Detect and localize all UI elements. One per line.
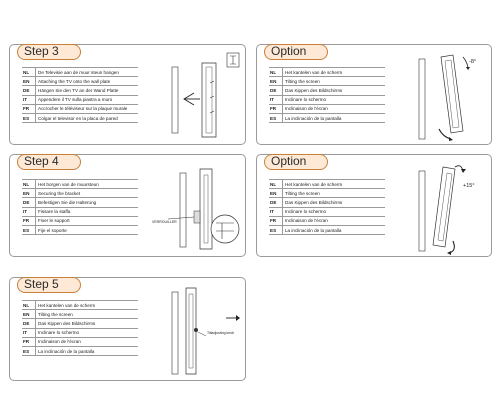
option-1-language-table xyxy=(269,67,385,123)
instruction-text: Appendere il TV sulla piastra a muro xyxy=(36,95,139,104)
language-code: ES xyxy=(22,346,36,355)
language-row xyxy=(22,77,138,86)
instruction-text: La inclinación de la pantalla xyxy=(283,113,386,122)
language-code: NL xyxy=(22,68,36,77)
option-2-illustration xyxy=(405,161,491,255)
instruction-text: Tilting the screen xyxy=(36,310,139,319)
instruction-text: De Televisie aan de muur steun hangen xyxy=(36,68,139,77)
instruction-text: Inclinare lo schermo xyxy=(283,95,386,104)
language-row xyxy=(269,113,385,122)
language-code: NL xyxy=(22,301,36,310)
language-code: DE xyxy=(22,319,36,328)
language-row xyxy=(22,301,138,310)
language-code: EN xyxy=(269,77,283,86)
language-row xyxy=(269,207,385,216)
instruction-text: Das Kippen des Bildschirms xyxy=(283,86,386,95)
language-row xyxy=(22,113,138,122)
instruction-text: Tilting the screen xyxy=(283,189,386,198)
language-code: NL xyxy=(269,68,283,77)
detail-circle xyxy=(211,215,239,243)
language-code: FR xyxy=(269,104,283,113)
step-3-illustration xyxy=(160,53,245,143)
language-row xyxy=(22,104,138,113)
instruction-text: Fije el soporte xyxy=(36,225,139,234)
language-row xyxy=(22,207,138,216)
language-code: ES xyxy=(269,113,283,122)
language-row xyxy=(22,95,138,104)
instruction-text: Fixer le support xyxy=(36,216,139,225)
language-code: EN xyxy=(269,189,283,198)
step-5-language-table xyxy=(22,300,138,356)
language-code: FR xyxy=(269,216,283,225)
step-3-panel xyxy=(9,44,246,145)
language-row xyxy=(269,77,385,86)
language-code: ES xyxy=(269,225,283,234)
language-code: DE xyxy=(269,198,283,207)
step-4-panel xyxy=(9,154,246,257)
option-1-panel xyxy=(256,44,492,145)
language-row xyxy=(269,180,385,189)
language-code: FR xyxy=(22,337,36,346)
language-row xyxy=(22,189,138,198)
language-row xyxy=(269,95,385,104)
language-code: ES xyxy=(22,113,36,122)
language-code: EN xyxy=(22,77,36,86)
language-row xyxy=(22,216,138,225)
language-row xyxy=(22,86,138,95)
language-row xyxy=(22,346,138,355)
step-5-knob-label: Tiltadjusting knob xyxy=(207,331,235,335)
language-code: FR xyxy=(22,216,36,225)
language-code: IT xyxy=(269,95,283,104)
language-row xyxy=(22,328,138,337)
instruction-text: Het kantelen van de scherm xyxy=(283,180,386,189)
instruction-text: Befestigen Sie die Halterung xyxy=(36,198,139,207)
instruction-text: Securing the bracket xyxy=(36,189,139,198)
instruction-text: Inclinare lo schermo xyxy=(36,328,139,337)
option-1-illustration xyxy=(405,51,491,143)
instruction-text: Het borgen van de muursteun xyxy=(36,180,139,189)
language-code: NL xyxy=(22,180,36,189)
language-code: DE xyxy=(22,198,36,207)
language-row xyxy=(269,225,385,234)
instruction-text: Attaching the TV onto the wall plate xyxy=(36,77,139,86)
instruction-text: Het kantelen van de scherm xyxy=(283,68,386,77)
language-code: IT xyxy=(269,207,283,216)
instruction-text: Inclinaison de l'écran xyxy=(36,337,139,346)
language-code: IT xyxy=(22,95,36,104)
instruction-text: Inclinare lo schermo xyxy=(283,207,386,216)
option-2-title: Option xyxy=(264,154,328,170)
language-code: EN xyxy=(22,189,36,198)
language-row xyxy=(269,216,385,225)
language-row xyxy=(22,225,138,234)
option-2-language-table xyxy=(269,179,385,235)
step-3-title: Step 3 xyxy=(17,44,81,60)
language-code: IT xyxy=(22,328,36,337)
instruction-text: Tilting the screen xyxy=(283,77,386,86)
language-row xyxy=(269,86,385,95)
step-3-language-table xyxy=(22,67,138,123)
language-row xyxy=(22,310,138,319)
option-1-title: Option xyxy=(264,44,328,60)
instruction-text: Fissare la staffa xyxy=(36,207,139,216)
language-code: NL xyxy=(269,180,283,189)
step-5-illustration xyxy=(160,282,246,378)
instruction-text: Das Kippen des Bildschirms xyxy=(36,319,139,328)
language-code: IT xyxy=(22,207,36,216)
instruction-text: Inclinaison de l'écran xyxy=(283,104,386,113)
option-1-angle-label: -8° xyxy=(469,59,477,65)
language-row xyxy=(22,180,138,189)
language-code: ES xyxy=(22,225,36,234)
language-row xyxy=(269,189,385,198)
language-row xyxy=(22,198,138,207)
step-4-language-table xyxy=(22,179,138,235)
language-code: DE xyxy=(22,86,36,95)
instruction-text: Colgar el televisor en la placa de pared xyxy=(36,113,139,122)
language-row xyxy=(22,337,138,346)
instruction-text: La inclinación de la pantalla xyxy=(36,346,139,355)
language-code: DE xyxy=(269,86,283,95)
step-5-title: Step 5 xyxy=(17,277,81,293)
language-code: EN xyxy=(22,310,36,319)
step-5-panel xyxy=(9,277,246,381)
instruction-text: La inclinación de la pantalla xyxy=(283,225,386,234)
language-row xyxy=(269,68,385,77)
step-4-part-label: VERROUILLER xyxy=(152,220,177,224)
instruction-text: Accrocher le téléviseur sur la plaque murale xyxy=(36,104,139,113)
language-row xyxy=(269,198,385,207)
language-row xyxy=(22,68,138,77)
language-code: FR xyxy=(22,104,36,113)
step-4-illustration xyxy=(150,161,245,255)
language-row xyxy=(269,104,385,113)
instruction-text: Het kantelen van de scherm xyxy=(36,301,139,310)
instruction-text: Das Kippen des Bildschirms xyxy=(283,198,386,207)
language-row xyxy=(22,319,138,328)
option-2-panel xyxy=(256,154,492,257)
instruction-text: Hängen Sie den TV an der Wand Platte xyxy=(36,86,139,95)
step-4-title: Step 4 xyxy=(17,154,81,170)
option-2-angle-label: +15° xyxy=(463,183,475,189)
instruction-text: Inclinaison de l'écran xyxy=(283,216,386,225)
